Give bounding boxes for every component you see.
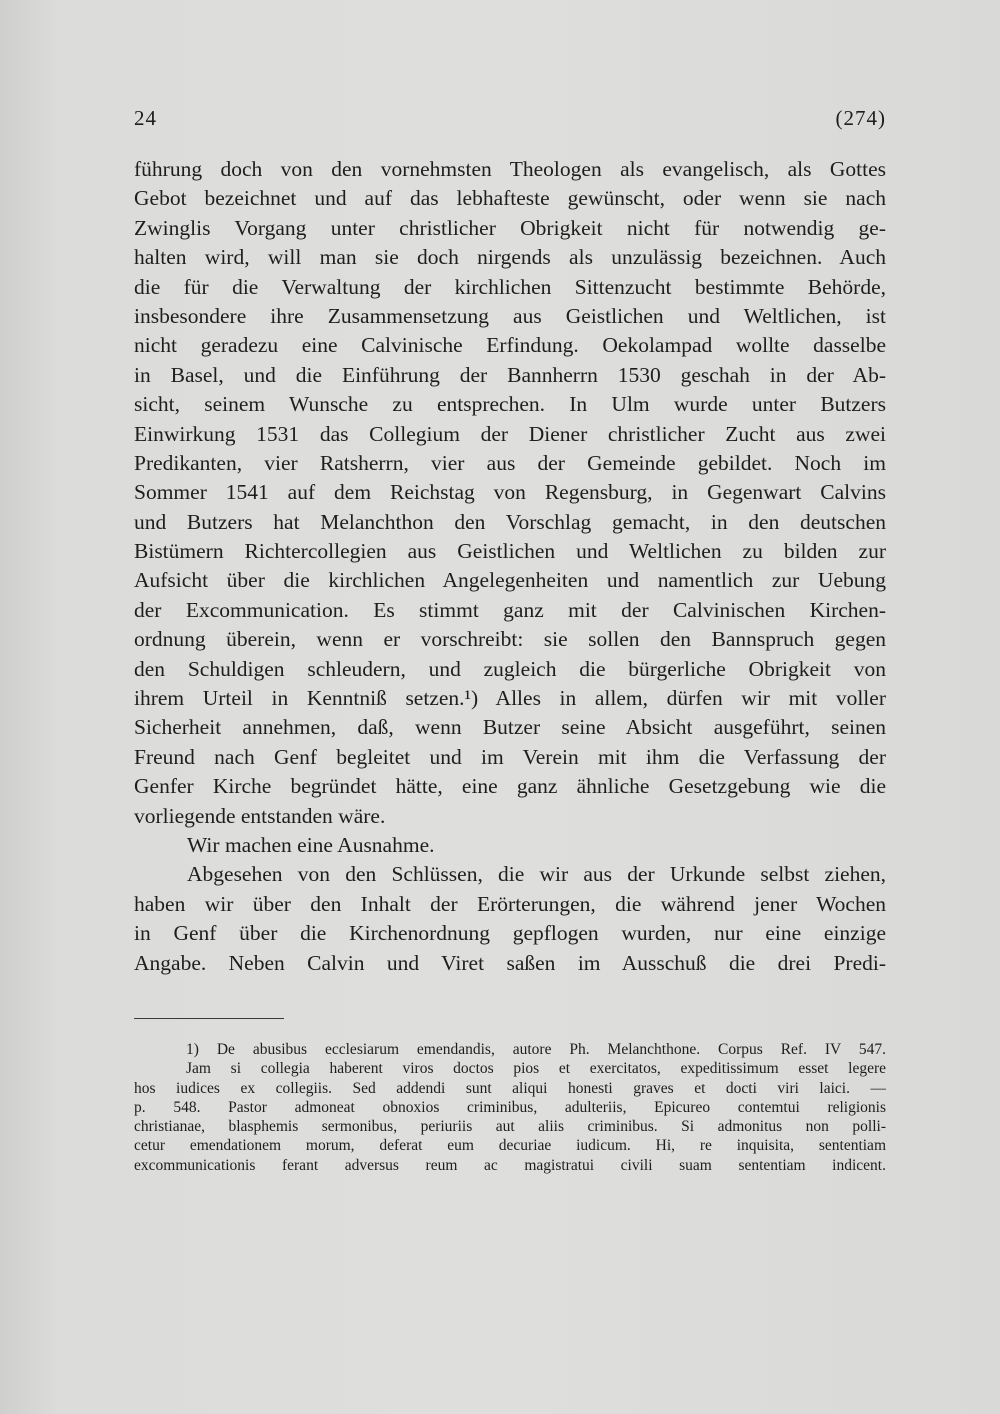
text-line: der Excommunication. Es stimmt ganz mit der Calvinischen Kirchen- [134, 597, 886, 622]
text-line: Wir machen eine Ausnahme. [187, 832, 435, 857]
text-line: Bistümern Richtercollegien aus Geistlichen und Weltlichen zu bilden zur [134, 539, 886, 564]
text-line: Gebot bezeichnet und auf das lebhafteste gewünscht, oder wenn sie nach [134, 186, 886, 211]
text-line: ihrem Urteil in Kenntniß setzen.¹) Alles in allem, dürfen wir mit voller [134, 686, 886, 711]
footnote-line: excommunicationis ferant adversus reum ac magistratui civili suam sententiam indicent. [134, 1156, 886, 1174]
text-line: führung doch von den vornehmsten Theologen als evangelisch, als Gottes [134, 157, 886, 181]
text-line: ordnung überein, wenn er vorschreibt: sie sollen den Bannspruch gegen [134, 627, 886, 652]
text-line: die für die Verwaltung der kirchlichen Sittenzucht bestimmte Behörde, [134, 274, 886, 299]
text-line: in Genf über die Kirchenordnung gepflogen wurden, nur eine einzige [134, 921, 886, 946]
text-line: Zwinglis Vorgang unter christlicher Obrigkeit nicht für notwendig ge- [134, 215, 886, 240]
text-line: Sicherheit annehmen, daß, wenn Butzer seine Absicht ausgeführt, seinen [134, 715, 886, 740]
page-number: 24 [134, 106, 157, 130]
page-header [134, 106, 886, 138]
text-line: und Butzers hat Melanchthon den Vorschlag gemacht, in den deutschen [134, 509, 886, 534]
text-line: vorliegende entstanden wäre. [134, 803, 386, 828]
text-line: Predikanten, vier Ratsherrn, vier aus der Gemeinde gebildet. Noch im [134, 450, 886, 475]
text-line: Genfer Kirche begründet hätte, eine ganz ähnliche Gesetzgebung wie die [134, 774, 886, 799]
text-line: Sommer 1541 auf dem Reichstag von Regensburg, in Gegenwart Calvins [134, 480, 886, 505]
text-line: Angabe. Neben Calvin und Viret saßen im Ausschuß die drei Predi- [134, 950, 886, 975]
footnotes [134, 1040, 886, 1175]
footnote-line: cetur emendationem morum, deferat eum decuriae iudicum. Hi, re inquisita, sententiam [134, 1137, 886, 1155]
text-line: nicht geradezu eine Calvinische Erfindung. Oekolampad wollte dasselbe [134, 333, 886, 358]
text-line: sicht, seinem Wunsche zu entsprechen. In Ulm wurde unter Butzers [134, 392, 886, 417]
text-line: Einwirkung 1531 das Collegium der Diener christlicher Zucht aus zwei [134, 421, 886, 446]
text-line: Abgesehen von den Schlüssen, die wir aus der Urkunde selbst ziehen, [187, 862, 886, 887]
footnote-line: p. 548. Pastor admoneat obnoxios criminibus, adulteriis, Epicureo contemtui religionis [134, 1098, 886, 1116]
text-line: haben wir über den Inhalt der Erörterungen, die während jener Wochen [134, 891, 886, 916]
text-line: Aufsicht über die kirchlichen Angelegenheiten und namentlich zur Uebung [134, 568, 886, 593]
text-line: in Basel, und die Einführung der Bannherrn 1530 geschah in der Ab- [134, 362, 886, 387]
footnote-line: hos iudices ex collegiis. Sed addendi sunt aliqui honesti graves et docti viri laici. — [134, 1079, 886, 1097]
footnote-line: christianae, blasphemis sermonibus, periuriis aut aliis criminibus. Si admonitus non polli- [134, 1118, 886, 1136]
footnote-divider [134, 1018, 284, 1019]
text-line: Freund nach Genf begleitet und im Verein mit ihm die Verfassung der [134, 744, 886, 769]
text-line: insbesondere ihre Zusammensetzung aus Geistlichen und Weltlichen, ist [134, 303, 886, 328]
page-reference: (274) [835, 106, 886, 130]
text-line: den Schuldigen schleudern, und zugleich die bürgerliche Obrigkeit von [134, 656, 886, 681]
text-line: halten wird, will man sie doch nirgends als unzulässig bezeichnen. Auch [134, 245, 886, 270]
footnote-line: 1) De abusibus ecclesiarum emendandis, autore Ph. Melanchthone. Corpus Ref. IV 547. [186, 1041, 886, 1058]
body-text [134, 155, 886, 978]
footnote-line: Jam si collegia haberent viros doctos pios et exercitatos, expeditissimum esset legere [186, 1060, 886, 1078]
